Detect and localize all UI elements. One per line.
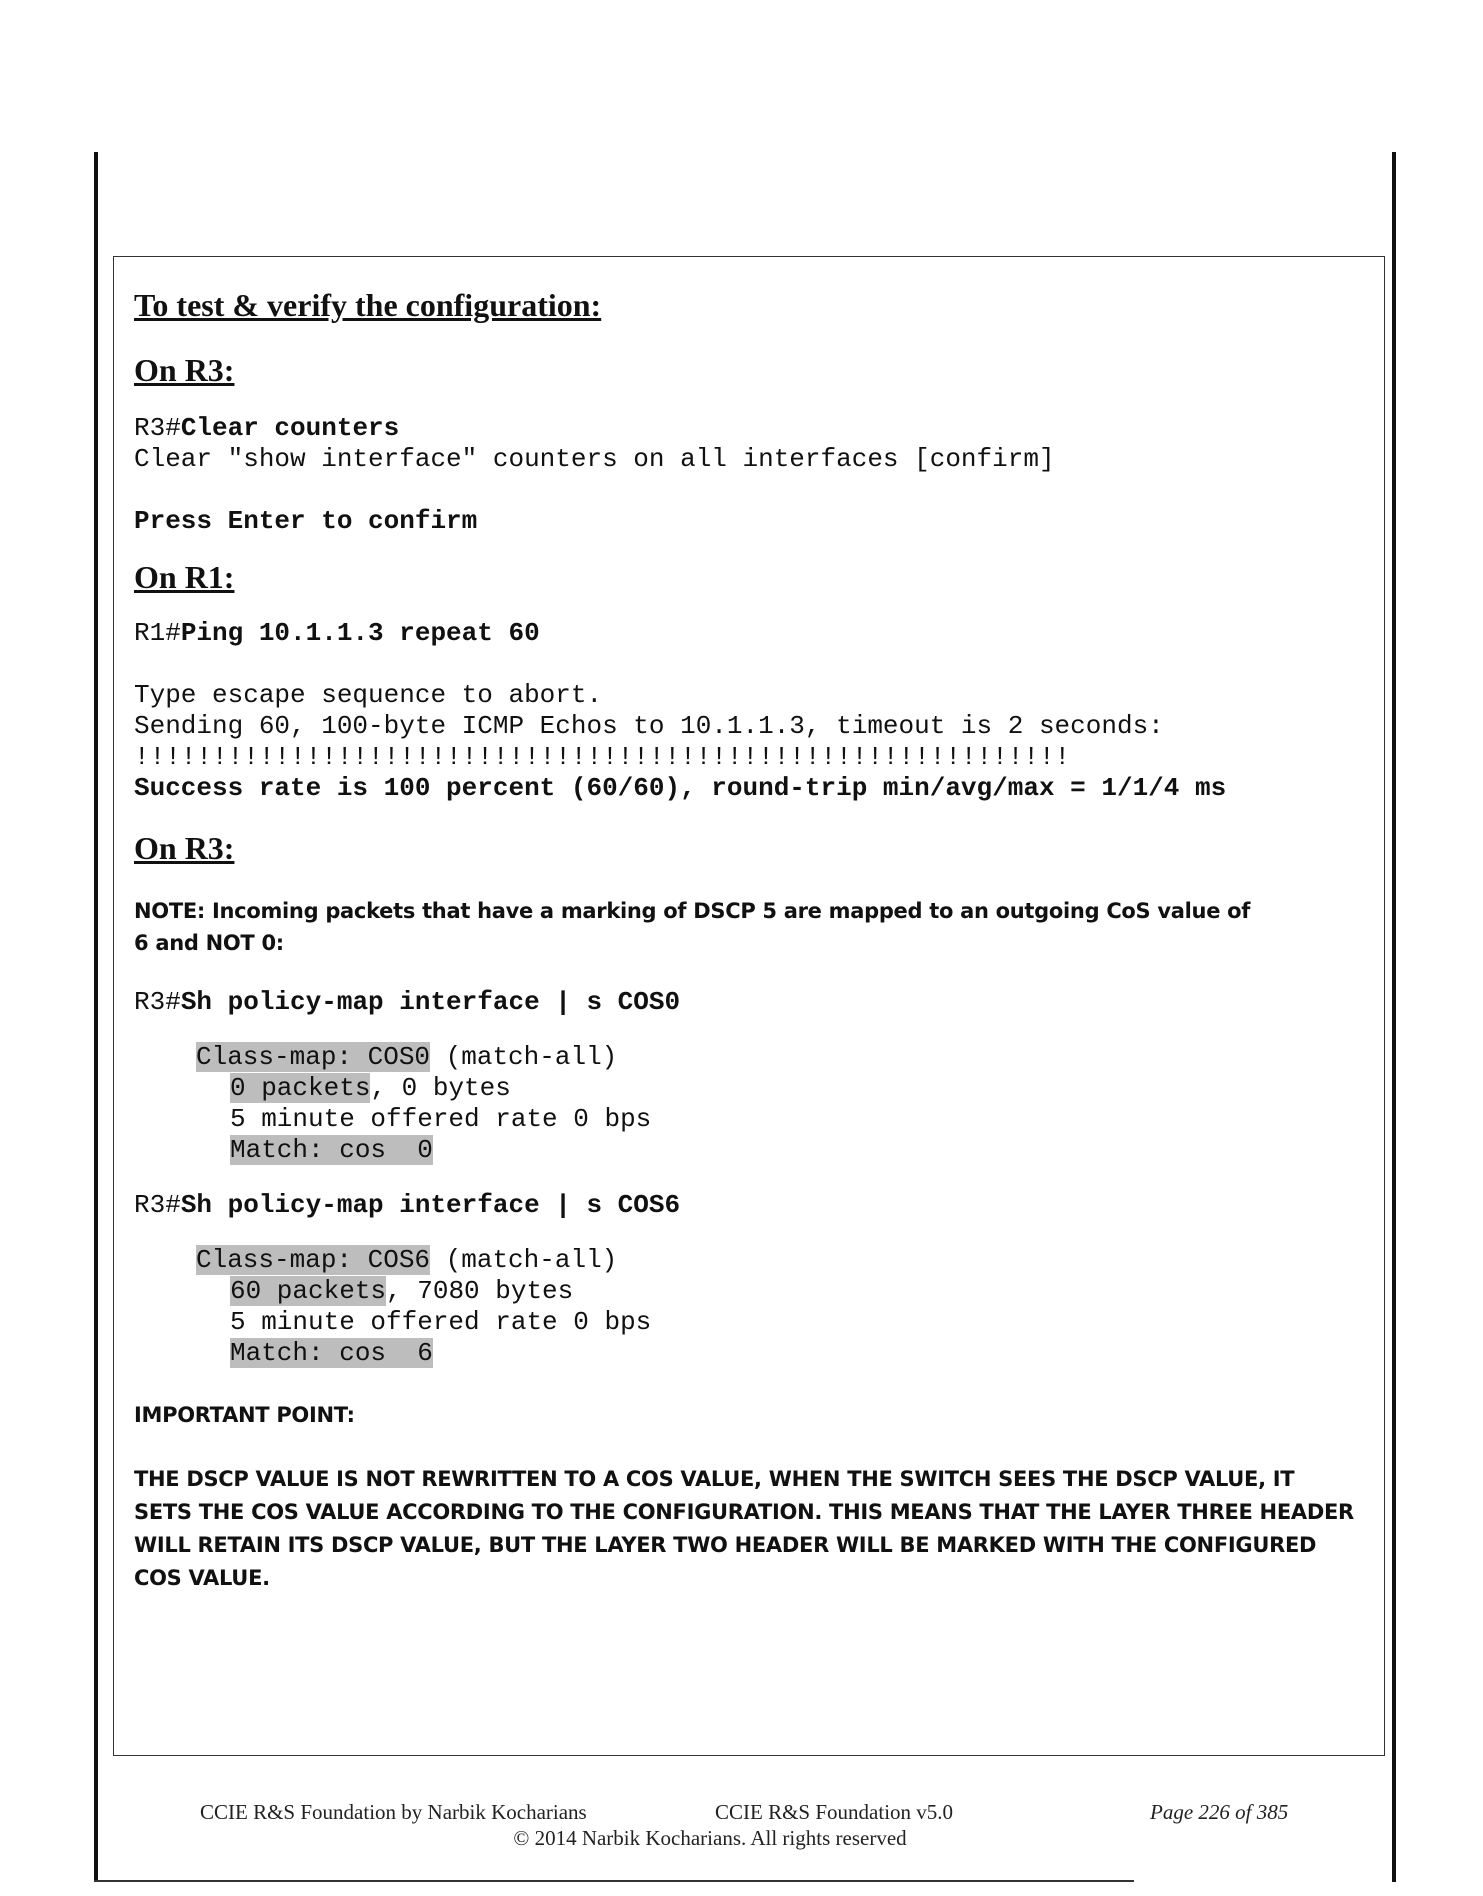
footer-copyright: © 2014 Narbik Kocharians. All rights reserved bbox=[513, 1826, 907, 1850]
r1-ping-command-line bbox=[134, 618, 1364, 649]
r1-ping-block bbox=[134, 618, 1364, 804]
section-r3-first: On R3: bbox=[134, 352, 235, 388]
important-body: THE DSCP VALUE IS NOT REWRITTEN TO A COS VALUE, WHEN THE SWITCH SEES THE DSCP VALUE, IT SETS THE COS VALUE ACCORDING TO THE CONFIGURATION. THIS MEANS THAT THE LAYER THREE HEADER WILL RETAIN ITS DSCP VALUE, BUT THE LAYER TWO HEADER WILL BE MARKED WITH THE CONFIGURED COS VALUE. bbox=[134, 1467, 1354, 1590]
cos0-prompt: R3# bbox=[134, 987, 181, 1017]
r1-prompt: R1# bbox=[134, 618, 181, 648]
cos6-command: Sh policy-map interface | s COS6 bbox=[180, 1190, 681, 1220]
cos0-match-line bbox=[134, 1135, 1364, 1166]
cos0-bytes: , 0 bytes bbox=[370, 1073, 511, 1103]
ping-line-2: Sending 60, 100-byte ICMP Echos to 10.1.1.3, timeout is 2 seconds: bbox=[134, 711, 1164, 741]
footer-center: CCIE R&S Foundation v5.0 bbox=[715, 1800, 954, 1824]
footer-left: CCIE R&S Foundation by Narbik Kocharians bbox=[200, 1800, 587, 1824]
r3-prompt: R3# bbox=[134, 413, 181, 443]
content-box bbox=[113, 256, 1385, 1756]
cos6-command-line bbox=[134, 1190, 1364, 1221]
cos6-classmap-line bbox=[134, 1245, 1364, 1276]
r3-clear-block bbox=[134, 413, 1364, 537]
cos6-match-line bbox=[134, 1338, 1364, 1369]
dscp-note: NOTE: Incoming packets that have a marking of DSCP 5 are mapped to an outgoing CoS value of 6 and NOT 0: bbox=[134, 899, 1251, 955]
cos0-packets: 0 packets bbox=[230, 1073, 371, 1103]
cos6-match: Match: cos 6 bbox=[230, 1338, 433, 1368]
r1-ping-command: Ping 10.1.1.3 repeat 60 bbox=[180, 618, 540, 648]
important-title: IMPORTANT POINT: bbox=[134, 1403, 355, 1427]
test-heading: To test & verify the configuration: bbox=[134, 287, 602, 323]
cos6-packets-line bbox=[134, 1276, 1364, 1307]
r3-clear-output: Clear "show interface" counters on all interfaces [confirm] bbox=[134, 444, 1055, 474]
section-r3-second: On R3: bbox=[134, 830, 235, 866]
r3-clear-command: Clear counters bbox=[180, 413, 400, 443]
r3-clear-command-line bbox=[134, 413, 1364, 444]
section-r1: On R1: bbox=[134, 559, 235, 595]
cos0-command-line bbox=[134, 987, 1364, 1018]
cos0-classmap: Class-map: COS0 bbox=[196, 1042, 431, 1072]
cos6-block bbox=[134, 1190, 1364, 1369]
cos0-command: Sh policy-map interface | s COS0 bbox=[180, 987, 681, 1017]
cos0-classmap-line bbox=[134, 1042, 1364, 1073]
cos0-block bbox=[134, 987, 1364, 1166]
page-right-rule bbox=[1392, 152, 1396, 1882]
page-footer bbox=[180, 1800, 1320, 1850]
cos6-rate: 5 minute offered rate 0 bps bbox=[230, 1307, 652, 1337]
page-left-rule bbox=[94, 152, 98, 1882]
cos6-packets: 60 packets bbox=[230, 1276, 387, 1306]
footer-page-number: Page 226 of 385 bbox=[1150, 1800, 1289, 1824]
press-enter-instruction: Press Enter to confirm bbox=[134, 506, 478, 536]
cos6-classmap: Class-map: COS6 bbox=[196, 1245, 431, 1275]
ping-line-4: Success rate is 100 percent (60/60), round-trip min/avg/max = 1/1/4 ms bbox=[134, 773, 1227, 803]
cos6-classmap-suffix: (match-all) bbox=[430, 1245, 618, 1275]
cos0-rate: 5 minute offered rate 0 bps bbox=[230, 1104, 652, 1134]
cos6-bytes: , 7080 bytes bbox=[386, 1276, 574, 1306]
page-bottom-rule bbox=[94, 1880, 1134, 1882]
footer-row bbox=[180, 1800, 1320, 1850]
cos0-match: Match: cos 0 bbox=[230, 1135, 433, 1165]
content-inner bbox=[134, 281, 1364, 1595]
cos0-classmap-suffix: (match-all) bbox=[430, 1042, 618, 1072]
cos6-prompt: R3# bbox=[134, 1190, 181, 1220]
ping-line-1: Type escape sequence to abort. bbox=[134, 680, 603, 710]
cos0-packets-line bbox=[134, 1073, 1364, 1104]
ping-line-3: !!!!!!!!!!!!!!!!!!!!!!!!!!!!!!!!!!!!!!!!!!!!!!!!!!!!!!!!!!!! bbox=[134, 742, 1071, 772]
